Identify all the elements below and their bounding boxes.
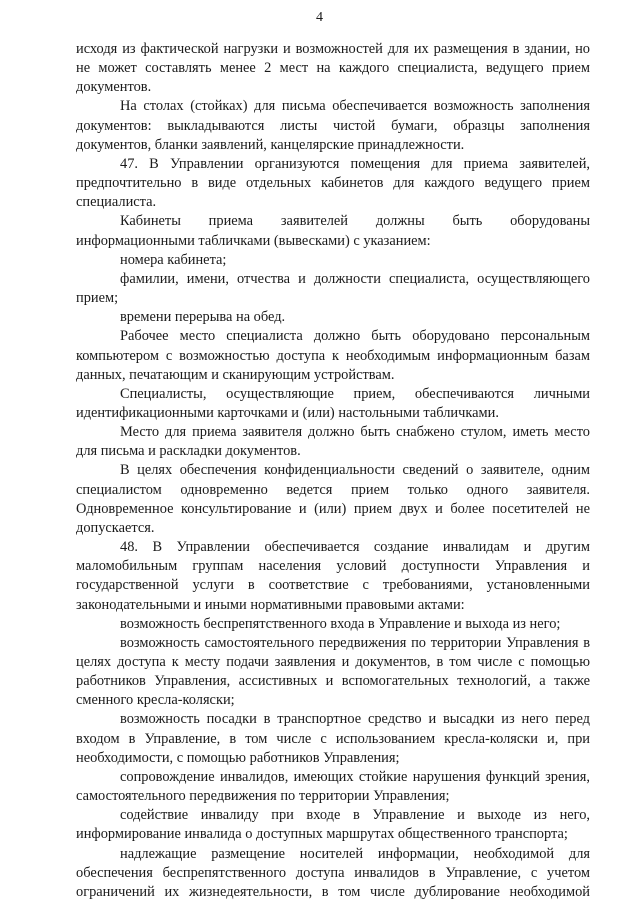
paragraph: возможность самостоятельного передвижения по территории Управления в целях доступа к месту подачи заявления и документов, в том числе с помощью работников Управления, ассистивных и вспомогательных технологий, а также сменного кресла-коляски; <box>76 634 590 709</box>
paragraph: исходя из фактической нагрузки и возможностей для их размещения в здании, но не может составлять менее 2 мест на каждого специалиста, ведущего прием документов. <box>76 41 590 96</box>
paragraph: времени перерыва на обед. <box>120 309 286 326</box>
paragraph: На столах (стойках) для письма обеспечивается возможность заполнения документов: выкладываются листы чистой бумаги, образцы заполнения документов, бланки заявлений, канцелярские принадлежности. <box>76 98 590 153</box>
paragraph: надлежащие размещение носителей информации, необходимой для обеспечения беспрепятственного доступа инвалидов в Управление, с учетом ограничений их жизнедеятельности, в том числе дублирование необходимой <box>76 845 590 900</box>
paragraph: фамилии, имени, отчества и должности специалиста, осуществляющего прием; <box>76 270 590 307</box>
page-number: 4 <box>316 10 323 25</box>
paragraph: возможность беспрепятственного входа в Управление и выхода из него; <box>120 615 561 632</box>
paragraph: В целях обеспечения конфиденциальности сведений о заявителе, одним специалистом одновременно ведется прием только одного заявителя. Одновременное консультирование и (или) прием двух и более посетителей не допускается. <box>76 462 590 536</box>
paragraph: Кабинеты приема заявителей должны быть оборудованы информационными табличками (вывесками) с указанием: <box>76 213 590 249</box>
paragraph: Специалисты, осуществляющие прием, обеспечиваются личными идентификационными карточками и (или) настольными табличками. <box>76 385 590 421</box>
paragraph: 48. В Управлении обеспечивается создание инвалидам и другим маломобильным группам населения условий доступности Управления и государственной услуги в соответствие с требованиями, установленными законодательными и иными нормативными правовыми актами: <box>76 539 590 613</box>
paragraph: возможность посадки в транспортное средство и высадки из него перед входом в Управление, в том числе с использованием кресла-коляски и, при необходимости, с помощью работников Управления; <box>76 711 590 766</box>
paragraph: 47. В Управлении организуются помещения для приема заявителей, предпочтительно в виде отдельных кабинетов для каждого ведущего прием специалиста. <box>76 155 590 211</box>
document-body <box>76 40 590 902</box>
paragraph: номера кабинета; <box>120 251 227 268</box>
paragraph: содействие инвалиду при входе в Управление и выходе из него, информирование инвалида о доступных маршрутах общественного транспорта; <box>76 807 590 843</box>
paragraph: сопровождение инвалидов, имеющих стойкие нарушения функций зрения, самостоятельного передвижения по территории Управления; <box>76 768 590 805</box>
paragraph: Рабочее место специалиста должно быть оборудовано персональным компьютером с возможностью доступа к необходимым информационным базам данных, печатающим и сканирующим устройствам. <box>76 328 590 383</box>
paragraph: Место для приема заявителя должно быть снабжено стулом, иметь место для письма и раскладки документов. <box>76 424 590 460</box>
